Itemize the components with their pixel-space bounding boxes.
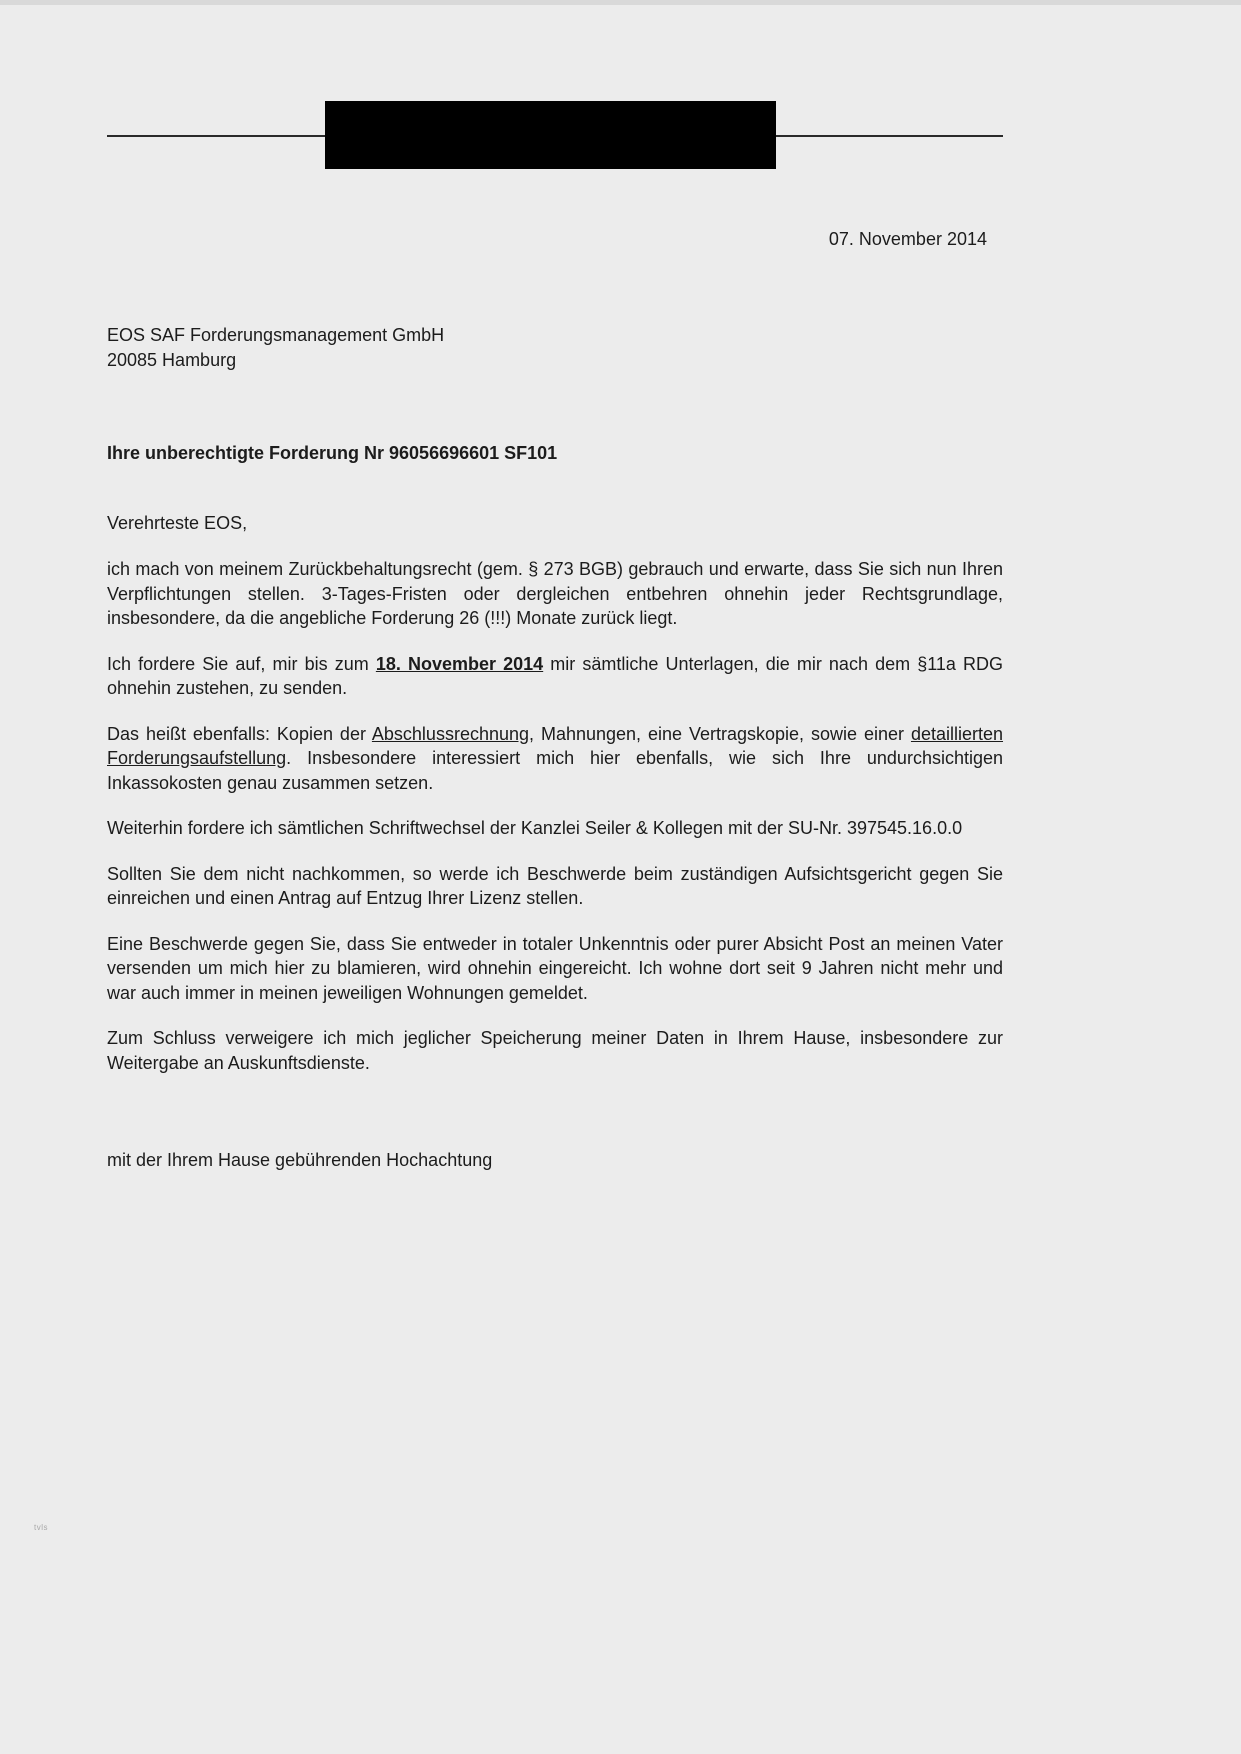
recipient-name: EOS SAF Forderungsmanagement GmbH: [107, 325, 445, 345]
paragraph-segment: Zum Schluss verweigere ich mich jeglicher Speicherung meiner Daten in Ihrem Hause, insbesondere zur Weitergabe an Auskunftsdienste.: [107, 1028, 1003, 1073]
letter-body: [107, 557, 1003, 1096]
paragraph: [107, 557, 1003, 631]
recipient-address: [107, 323, 1003, 372]
subject-line: Ihre unberechtigte Forderung Nr 96056696601 SF101: [107, 443, 558, 463]
redacted-sender-block: [325, 101, 776, 169]
paragraph-segment: , Mahnungen, eine Vertragskopie, sowie einer: [529, 723, 911, 744]
letter-date: 07. November 2014: [828, 229, 987, 249]
paragraph: [107, 862, 1003, 911]
paragraph-segment: mir sämtliche Unterlagen, die mir nach dem §11a RDG ohnehin zustehen, zu senden.: [107, 653, 1004, 698]
paragraph: [107, 652, 1003, 701]
letter-header: [0, 5, 1241, 185]
recipient-city: 20085 Hamburg: [107, 349, 237, 370]
paragraph-segment: ich mach von meinem Zurückbehaltungsrecht (gem. § 273 BGB) gebrauch und erwarte, dass Sie sich nun Ihren Verpflichtungen stellen. 3-Tages-Fristen oder dergleichen entbehren ohnehin jeder Rechtsgrundlage, insbesondere, da die angebliche Forderung 26 (!!!) Monate zurück liegt.: [107, 559, 1003, 628]
paragraph-segment: . Insbesondere interessiert mich hier ebenfalls, wie sich Ihre undurchsichtigen Inkassokosten genau zusammen setzen.: [107, 748, 1003, 793]
paragraph: [107, 816, 1003, 841]
paragraph-segment: detaillierten Forderungsaufstellung: [107, 723, 1004, 768]
paragraph-segment: Ich fordere Sie auf, mir bis zum: [107, 653, 376, 674]
paragraph-segment: Weiterhin fordere ich sämtlichen Schriftwechsel der Kanzlei Seiler & Kollegen mit der SU-Nr. 397545.16.0.0: [107, 818, 963, 838]
closing-line: mit der Ihrem Hause gebührenden Hochachtung: [107, 1150, 493, 1170]
paragraph: [107, 932, 1003, 1006]
paragraph-segment: Sollten Sie dem nicht nachkommen, so werde ich Beschwerde beim zuständigen Aufsichtsgericht gegen Sie einreichen und einen Antrag auf Entzug Ihrer Lizenz stellen.: [107, 863, 1003, 908]
paragraph: [107, 722, 1003, 796]
paragraph: [107, 1026, 1003, 1075]
footer-watermark: tvls: [34, 1523, 48, 1532]
paragraph-segment: Eine Beschwerde gegen Sie, dass Sie entweder in totaler Unkenntnis oder purer Absicht Post an meinen Vater versenden um mich hier zu blamieren, wird ohnehin eingereicht. Ich wohne dort seit 9 Jahren nicht mehr und war auch immer in meinen jeweiligen Wohnungen gemeldet.: [107, 933, 1003, 1003]
paragraph-segment: Abschlussrechnung: [371, 723, 530, 744]
salutation: Verehrteste EOS,: [107, 513, 248, 533]
paragraph-segment: 18. November 2014: [375, 653, 544, 674]
paragraph-segment: Das heißt ebenfalls: Kopien der: [107, 723, 372, 744]
